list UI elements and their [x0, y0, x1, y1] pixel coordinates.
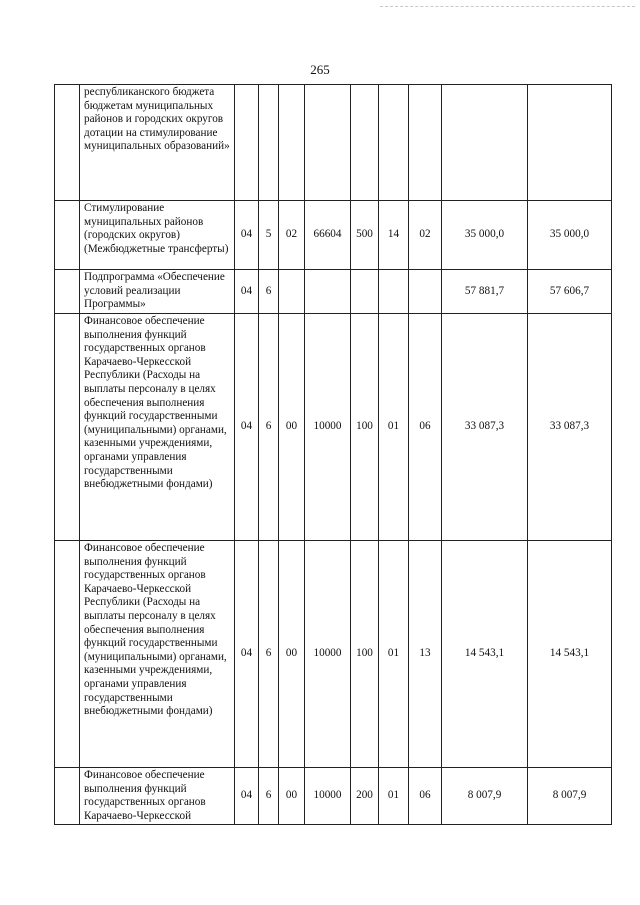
- amount-cell-2: 8 007,9: [528, 768, 612, 825]
- amount-cell-2: 33 087,3: [528, 314, 612, 541]
- code-cell: 500: [351, 201, 379, 270]
- code-cell: [409, 85, 442, 201]
- code-cell: 04: [235, 314, 259, 541]
- code-cell: 10000: [305, 314, 351, 541]
- expense-name-cell: Финансовое обеспечение выполнения функций государственных органов Карачаево-Черкесской Республики (Расходы на выплаты персоналу в целях обеспечения выполнения функций государственными (муниципальными) органами, казенными учреждениями, органами управления государственными внебюджетными фондами): [80, 314, 235, 541]
- code-cell: 01: [379, 314, 409, 541]
- amount-cell-1: [442, 85, 528, 201]
- code-cell: 6: [259, 270, 279, 314]
- code-cell: [351, 270, 379, 314]
- amount-cell-1: 14 543,1: [442, 541, 528, 768]
- table-row: [55, 314, 612, 541]
- amount-cell-2: 35 000,0: [528, 201, 612, 270]
- code-cell: [351, 85, 379, 201]
- code-cell: [409, 270, 442, 314]
- code-cell: 02: [279, 201, 305, 270]
- row-index-cell: [55, 270, 80, 314]
- scan-artifact-line: [380, 6, 635, 7]
- row-index-cell: [55, 201, 80, 270]
- code-cell: 01: [379, 541, 409, 768]
- code-cell: 00: [279, 314, 305, 541]
- code-cell: [279, 270, 305, 314]
- row-index-cell: [55, 541, 80, 768]
- code-cell: 04: [235, 201, 259, 270]
- table-row: [55, 85, 612, 201]
- code-cell: 04: [235, 768, 259, 825]
- code-cell: [305, 270, 351, 314]
- expense-name-cell: Финансовое обеспечение выполнения функций государственных органов Карачаево-Черкесской Республики (Расходы на выплаты персоналу в целях обеспечения выполнения функций государственными (муниципальными) органами, казенными учреждениями, органами управления государственными внебюджетными фондами): [80, 541, 235, 768]
- code-cell: 66604: [305, 201, 351, 270]
- code-cell: 06: [409, 314, 442, 541]
- code-cell: 200: [351, 768, 379, 825]
- code-cell: 6: [259, 314, 279, 541]
- code-cell: 04: [235, 541, 259, 768]
- code-cell: 13: [409, 541, 442, 768]
- code-cell: [235, 85, 259, 201]
- code-cell: 00: [279, 768, 305, 825]
- code-cell: 14: [379, 201, 409, 270]
- code-cell: 5: [259, 201, 279, 270]
- code-cell: 6: [259, 768, 279, 825]
- amount-cell-2: [528, 85, 612, 201]
- table-row: [55, 270, 612, 314]
- amount-cell-1: 33 087,3: [442, 314, 528, 541]
- expense-name-cell: Подпрограмма «Обеспечение условий реализации Программы»: [80, 270, 235, 314]
- code-cell: [379, 85, 409, 201]
- code-cell: 04: [235, 270, 259, 314]
- table-row: [55, 768, 612, 825]
- amount-cell-1: 35 000,0: [442, 201, 528, 270]
- expense-name-cell: республиканского бюджета бюджетам муниципальных районов и городских округов дотации на стимулирование муниципальных образований»: [80, 85, 235, 201]
- amount-cell-2: 14 543,1: [528, 541, 612, 768]
- code-cell: 01: [379, 768, 409, 825]
- code-cell: 00: [279, 541, 305, 768]
- code-cell: 02: [409, 201, 442, 270]
- row-index-cell: [55, 314, 80, 541]
- code-cell: 100: [351, 541, 379, 768]
- budget-table: [54, 84, 612, 825]
- code-cell: 10000: [305, 768, 351, 825]
- expense-name-cell: Финансовое обеспечение выполнения функций государственных органов Карачаево-Черкесской: [80, 768, 235, 825]
- code-cell: [379, 270, 409, 314]
- row-index-cell: [55, 768, 80, 825]
- expense-name-cell: Стимулирование муниципальных районов (городских округов) (Межбюджетные трансферты): [80, 201, 235, 270]
- row-index-cell: [55, 85, 80, 201]
- code-cell: 6: [259, 541, 279, 768]
- table-row: [55, 541, 612, 768]
- amount-cell-1: 8 007,9: [442, 768, 528, 825]
- amount-cell-2: 57 606,7: [528, 270, 612, 314]
- code-cell: [279, 85, 305, 201]
- amount-cell-1: 57 881,7: [442, 270, 528, 314]
- code-cell: 06: [409, 768, 442, 825]
- code-cell: 10000: [305, 541, 351, 768]
- page-number: 265: [310, 62, 330, 77]
- code-cell: [305, 85, 351, 201]
- code-cell: 100: [351, 314, 379, 541]
- table-row: [55, 201, 612, 270]
- code-cell: [259, 85, 279, 201]
